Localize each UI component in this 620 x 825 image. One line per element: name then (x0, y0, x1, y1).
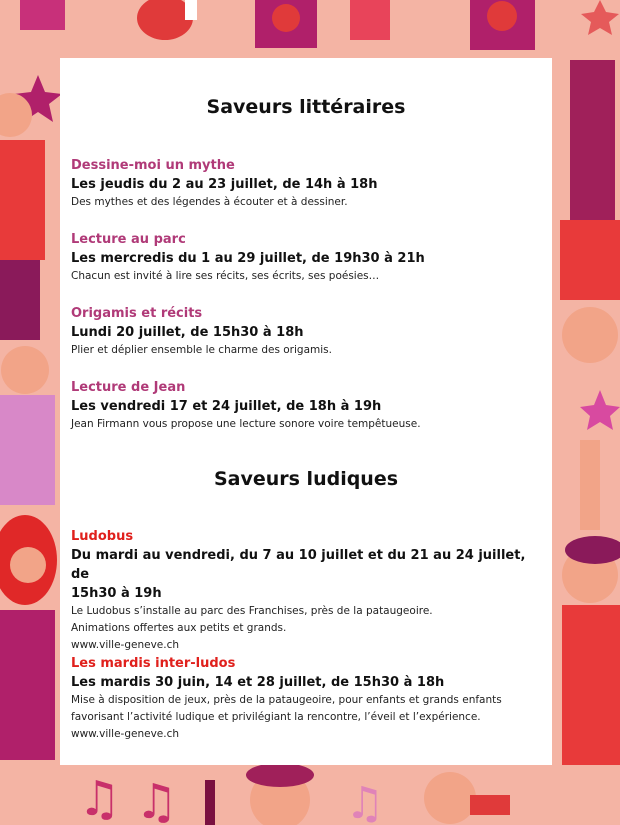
left-figure-2-body (0, 395, 55, 505)
program-panel (60, 58, 552, 765)
event-origamis-et-recits (71, 304, 543, 359)
right-figure-head (562, 307, 618, 363)
event-name: Ludobus (71, 529, 134, 544)
left-figure-body (0, 140, 45, 260)
star-right-icon (580, 390, 620, 430)
event-website-link[interactable]: www.ville-geneve.ch (71, 728, 180, 740)
music-note-icon-3: ♫ (345, 778, 385, 825)
microphone-shape (205, 780, 215, 825)
left-figure-3-body (0, 610, 55, 760)
top-figure-shape (20, 0, 65, 30)
panpipe-shape (470, 795, 510, 815)
event-website-link[interactable]: www.ville-geneve.ch (71, 639, 180, 651)
section-title-ludic: Saveurs ludiques (213, 468, 399, 490)
top-right-speaker-cone (487, 1, 517, 31)
event-ludobus (71, 527, 543, 654)
event-description-line: favorisant l’activité ludique et privilégiant la rencontre, l’éveil et l’expérience. (71, 711, 481, 723)
top-speaker-cone (272, 4, 300, 32)
right-figure-body (560, 220, 620, 300)
guitar-shape (137, 0, 193, 40)
event-description: Des mythes et des légendes à écouter et à dessiner. (71, 196, 348, 208)
event-schedule: Les mardis 30 juin, 14 et 28 juillet, de 15h30 à 18h (71, 675, 445, 690)
bottom-face-hair (246, 763, 314, 787)
event-schedule: Les jeudis du 2 au 23 juillet, de 14h à 18h (71, 177, 378, 192)
event-schedule-line: 15h30 à 19h (71, 586, 162, 601)
event-description-line: Le Ludobus s’installe au parc des Franchises, près de la pataugeoire. (71, 605, 433, 617)
event-mardis-inter-ludos (71, 654, 543, 743)
event-description-line: Animations offertes aux petits et grands. (71, 622, 287, 634)
event-dessine-moi-un-mythe (71, 156, 543, 211)
right-figure-2-arm (580, 440, 600, 530)
right-figure-legs (570, 60, 615, 220)
event-lecture-au-parc (71, 230, 543, 285)
event-description: Plier et déplier ensemble le charme des origamis. (71, 344, 332, 356)
right-figure-2-body (562, 605, 620, 765)
music-note-icon-1: ♫ (78, 771, 122, 825)
music-note-icon-2: ♫ (135, 774, 179, 825)
left-figure-2-head (1, 346, 49, 394)
event-lecture-de-jean (71, 378, 543, 433)
left-figure-legs (0, 260, 40, 340)
event-name: Origamis et récits (71, 306, 203, 321)
event-name: Les mardis inter-ludos (71, 656, 236, 671)
left-figure-3-head (10, 547, 46, 583)
event-description-line: Mise à disposition de jeux, près de la pataugeoire, pour enfants et grands enfants (71, 694, 502, 706)
event-schedule: Les vendredi 17 et 24 juillet, de 18h à 19h (71, 399, 382, 414)
event-name: Dessine-moi un mythe (71, 158, 235, 173)
section-title-literary: Saveurs littéraires (206, 96, 406, 118)
event-name: Lecture au parc (71, 232, 186, 247)
event-schedule-line: Du mardi au vendredi, du 7 au 10 juillet et du 21 au 24 juillet, de (71, 548, 526, 582)
event-schedule: Lundi 20 juillet, de 15h30 à 18h (71, 325, 304, 340)
guitar-neck-shape (185, 0, 197, 20)
event-description: Jean Firmann vous propose une lecture sonore voire tempêtueuse. (71, 418, 421, 430)
bottom-flute-player-head (424, 772, 476, 824)
star-top-right-icon (581, 0, 619, 35)
event-name: Lecture de Jean (71, 380, 186, 395)
top-leg-shape (350, 0, 390, 40)
event-schedule: Les mercredis du 1 au 29 juillet, de 19h30 à 21h (71, 251, 425, 266)
event-description: Chacun est invité à lire ses récits, ses écrits, ses poésies… (71, 270, 380, 282)
